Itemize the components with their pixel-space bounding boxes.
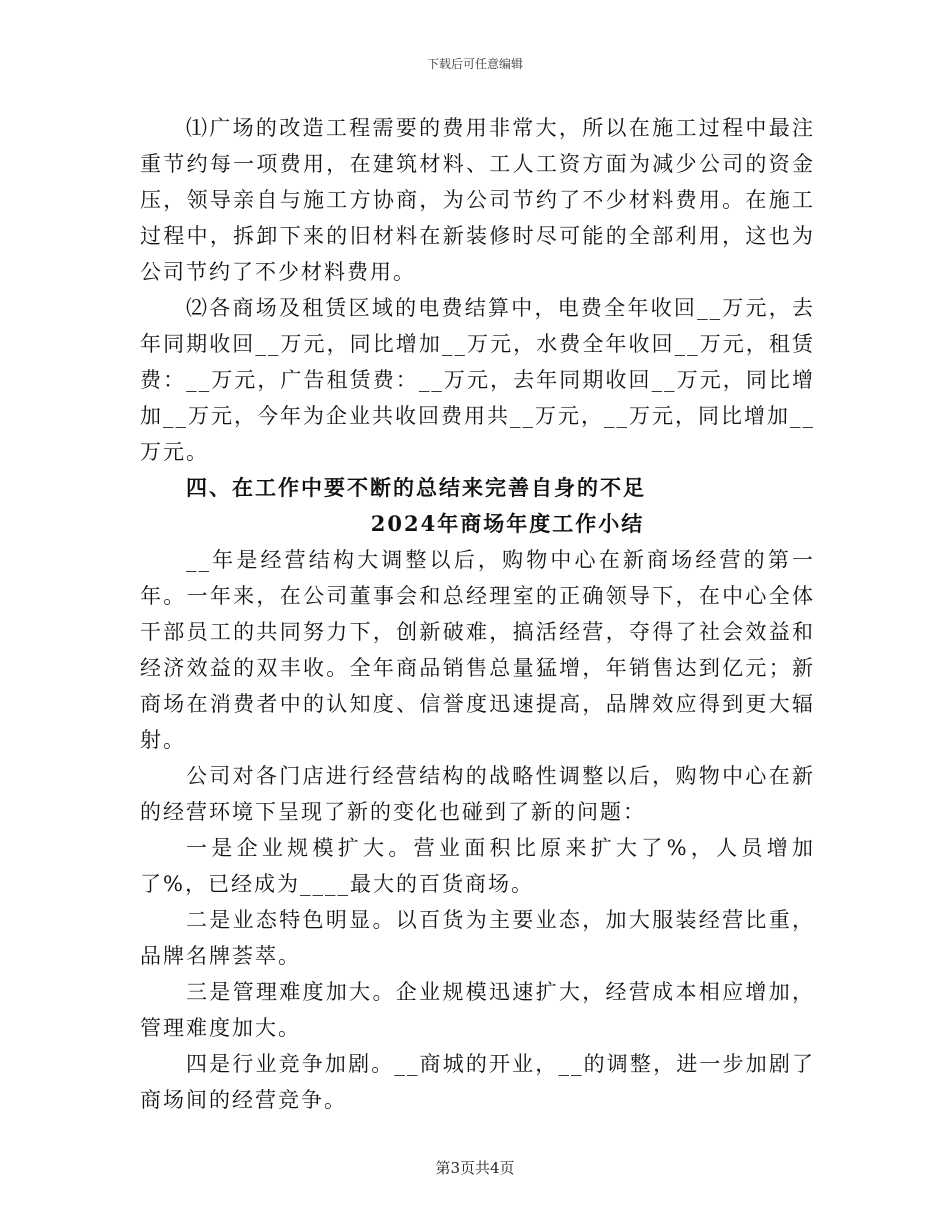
paragraph-fee-recovery: ⑵各商场及租赁区域的电费结算中，电费全年收回__万元，去年同期收回__万元，同比增加__万元，水费全年收回__万元，租赁费：__万元，广告租赁费：__万元，去年同期收回__万元，同比增加__万元，今年为企业共收回费用共__万元，__万元，同比增加__万元。 <box>140 296 815 464</box>
document-body <box>140 110 815 1118</box>
paragraph-point-1: 一是企业规模扩大。营业面积比原来扩大了%，人员增加了%，已经成为____最大的百货商场。 <box>140 836 815 896</box>
paragraph-intro: __年是经营结构大调整以后，购物中心在新商场经营的第一年。一年来，在公司董事会和总经理室的正确领导下，在中心全体干部员工的共同努力下，创新破难，搞活经营，夺得了社会效益和经济效益的双丰收。全年商品销售总量猛增，年销售达到亿元；新商场在消费者中的认知度、信誉度迅速提高，品牌效应得到更大辐射。 <box>140 548 815 752</box>
document-title: 2024年商场年度工作小结 <box>370 511 645 536</box>
paragraph-point-3: 三是管理难度加大。企业规模迅速扩大，经营成本相应增加，管理难度加大。 <box>140 980 815 1040</box>
page-header: 下载后可任意编辑 <box>426 57 523 71</box>
paragraph-cost-saving: ⑴广场的改造工程需要的费用非常大，所以在施工过程中最注重节约每一项费用，在建筑材料、工人工资方面为减少公司的资金压，领导亲自与施工方协商，为公司节约了不少材料费用。在施工过程中，拆卸下来的旧材料在新装修时尽可能的全部利用，这也为公司节约了不少材料费用。 <box>140 116 815 284</box>
section-heading: 四、在工作中要不断的总结来完善自身的不足 <box>186 475 646 500</box>
paragraph-point-4: 四是行业竞争加剧。__商城的开业，__的调整，进一步加剧了商场间的经营竞争。 <box>140 1052 815 1112</box>
page-number: 第3页共4页 <box>435 1159 515 1177</box>
paragraph-changes: 公司对各门店进行经营结构的战略性调整以后，购物中心在新的经营环境下呈现了新的变化也碰到了新的问题： <box>140 764 815 824</box>
paragraph-point-2: 二是业态特色明显。以百货为主要业态，加大服装经营比重，品牌名牌荟萃。 <box>140 908 815 968</box>
